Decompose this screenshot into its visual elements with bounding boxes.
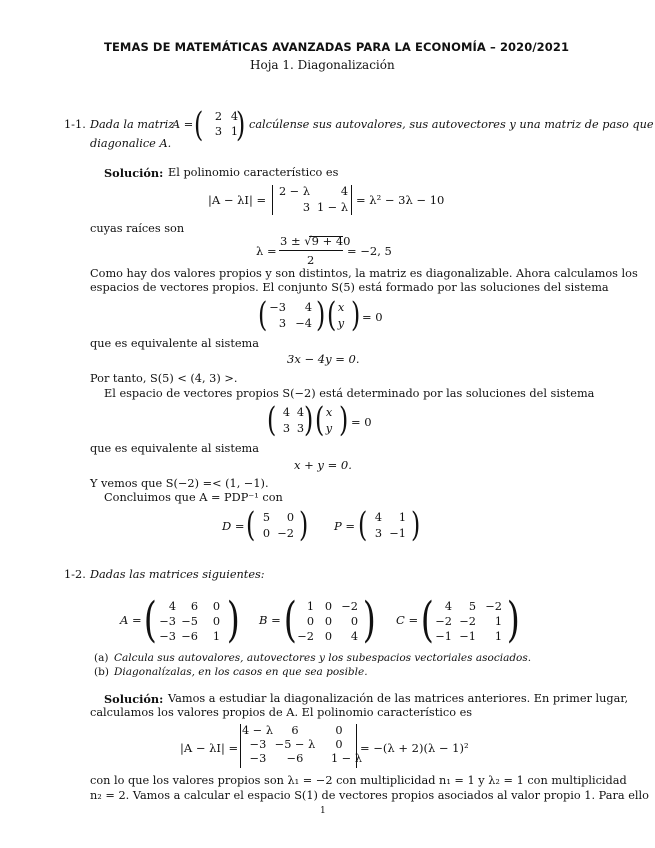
matrix-A-3x3 — [154, 600, 220, 643]
matrix-A-label: A = — [172, 118, 194, 131]
vector-xy — [322, 406, 336, 435]
sqrt-overline — [309, 236, 343, 237]
matrix-entry: 4 — [168, 600, 176, 613]
matrix-A-label: A = — [120, 613, 142, 627]
matrix-entry: 6 — [291, 724, 299, 737]
matrix-entry: 1 − λ — [331, 752, 362, 765]
matrix-entry: 4 — [304, 301, 312, 314]
lambda-rhs: = −2, 5 — [347, 244, 392, 258]
matrix-entry: −5 − λ — [274, 738, 316, 751]
paragraph-line: con lo que los valores propios son λ₁ = −2 con multiplicidad n₁ = 1 y λ₂ = 1 con multiplicidad — [90, 774, 627, 787]
item-a-text: Calcula sus autovalores, autovectores y los subespacios vectoriales asociados. — [114, 652, 532, 664]
matrix-entry: 5 — [262, 511, 270, 524]
por-tanto-text: Por tanto, S(5) < (4, 3) >. — [90, 372, 238, 385]
matrix-entry: −2 — [459, 615, 476, 628]
matrix-entry: −3 — [269, 301, 286, 314]
matrix-B-label: B = — [259, 613, 281, 627]
matrix-entry: −5 — [181, 615, 198, 628]
matrix-entry: 2 — [214, 110, 222, 123]
matrix-entry: −6 — [286, 752, 304, 765]
matrix-D-label: D = — [222, 519, 245, 533]
matrix-entry: −6 — [181, 630, 198, 643]
problem-2-statement: Dadas las matrices siguientes: — [90, 568, 265, 581]
fraction-bar — [279, 250, 343, 251]
vector-entry: y — [337, 317, 345, 330]
document-subtitle: Hoja 1. Diagonalización — [250, 58, 395, 72]
paragraph-line: Vamos a estudiar la diagonalización de las matrices anteriores. En primer lugar, — [168, 692, 629, 705]
matrix-entry: 0 — [350, 615, 358, 628]
matrix-entry: 0 — [212, 615, 220, 628]
paren-left: ( — [357, 505, 368, 545]
matrix-entry: −2 — [277, 527, 294, 540]
problem-1-statement-a: Dada la matriz — [90, 118, 175, 131]
matrix-entry: −4 — [295, 317, 312, 330]
equation-1: 3x − 4y = 0. — [287, 352, 360, 366]
matrix-entry: 4 — [374, 511, 382, 524]
matrix-entry: 3 — [374, 527, 382, 540]
charpoly-rhs: = −(λ + 2)(λ − 1)² — [360, 741, 469, 755]
document-title: TEMAS DE MATEMÁTICAS AVANZADAS PARA LA ECONOMÍA – 2020/2021 — [104, 40, 570, 54]
solution-label: Solución: — [104, 166, 164, 180]
problem-1-statement-c: diagonalice A. — [90, 137, 172, 150]
lambda-numerator: 3 ± √9 + 40 — [280, 234, 351, 248]
matrix-entry: 4 — [296, 406, 304, 419]
paren-right: ) — [410, 505, 421, 545]
equals-zero: = 0 — [362, 310, 383, 324]
matrix-entry: 2 − λ — [279, 185, 310, 198]
matrix-entry: 4 — [444, 600, 452, 613]
matrix-entry: 4 − λ — [242, 724, 273, 737]
det-bar-right — [356, 724, 357, 768]
matrix-entry: 3 — [296, 422, 304, 435]
matrix-entry: 1 — [230, 125, 238, 138]
paren-left: ( — [283, 592, 297, 648]
paren-right: ) — [350, 295, 361, 335]
charpoly-lhs: |A − λI| = — [208, 193, 267, 207]
matrix-entry: 0 — [212, 600, 220, 613]
solution-intro: El polinomio característico es — [168, 166, 339, 179]
paren-right: ) — [506, 592, 520, 648]
matrix-entry: 4 — [230, 110, 238, 123]
matrix-entry: 3 — [214, 125, 222, 138]
vector-entry: x — [325, 406, 333, 419]
page-number: 1 — [320, 806, 326, 816]
paren-right: ) — [303, 400, 314, 440]
paren-right: ) — [315, 295, 326, 335]
paren-right: ) — [235, 105, 246, 145]
matrix-entry: 0 — [262, 527, 270, 540]
matrix-entry: −2 — [435, 615, 452, 628]
lambda-lhs: λ = — [256, 244, 277, 258]
paragraph-line: Como hay dos valores propios y son distintos, la matriz es diagonalizable. Ahora calculamos los — [90, 267, 638, 280]
det-bar-right — [351, 185, 352, 215]
det-bar-left — [272, 185, 273, 215]
paren-left: ( — [326, 295, 337, 335]
matrix-entry: −3 — [249, 738, 267, 751]
matrix-entry: −1 — [389, 527, 406, 540]
matrix-entry: 0 — [324, 630, 332, 643]
matrix-entry: 4 — [340, 185, 348, 198]
charpoly-3x3-matrix — [242, 724, 362, 765]
espacio-text: El espacio de vectores propios S(−2) está determinado por las soluciones del sistema — [104, 387, 595, 400]
concluimos-text: Concluimos que A = PDP⁻¹ con — [104, 491, 283, 504]
matrix-entry: 1 — [398, 511, 406, 524]
matrix-entry: −3 — [159, 615, 176, 628]
matrix-entry: −2 — [297, 630, 314, 643]
matrix-entry: 0 — [286, 511, 294, 524]
paren-left: ( — [266, 400, 277, 440]
matrix-C-label: C = — [396, 613, 419, 627]
matrix-A-2x2 — [206, 110, 238, 138]
charpoly-rhs: = λ² − 3λ − 10 — [356, 193, 445, 207]
paren-right: ) — [298, 505, 309, 545]
matrix-P — [366, 511, 406, 540]
vector-xy — [334, 301, 348, 330]
problem-2-number: 1-2. — [64, 568, 86, 581]
lambda-denominator: 2 — [307, 253, 315, 267]
matrix-entry: −2 — [485, 600, 502, 613]
item-b-tag: (b) — [94, 666, 109, 678]
matrix-entry: 1 — [494, 615, 502, 628]
item-b-text: Diagonalízalas, en los casos en que sea posible. — [114, 666, 368, 678]
y-vemos-text: Y vemos que S(−2) =< (1, −1). — [90, 477, 269, 490]
matrix-entry: −3 — [249, 752, 267, 765]
matrix-entry: 5 — [468, 600, 476, 613]
matrix-entry: 1 — [494, 630, 502, 643]
system-1-matrix — [266, 301, 312, 330]
charpoly-matrix — [276, 185, 348, 214]
system-2-matrix — [276, 406, 304, 435]
equation-2: x + y = 0. — [294, 458, 352, 472]
matrix-entry: 0 — [324, 600, 332, 613]
problem-1-statement-b: calcúlense sus autovalores, sus autovectores y una matriz de paso que — [249, 118, 654, 131]
paragraph-line: calculamos los valores propios de A. El polinomio característico es — [90, 706, 473, 719]
problem-1-number: 1-1. — [64, 118, 86, 131]
matrix-entry: 0 — [335, 724, 343, 737]
vector-entry: x — [337, 301, 345, 314]
paren-right: ) — [226, 592, 240, 648]
equals-zero: = 0 — [351, 415, 372, 429]
matrix-entry: 0 — [324, 615, 332, 628]
paragraph-line: n₂ = 2. Vamos a calcular el espacio S(1) de vectores propios asociados al valor propio 1. Para ello — [90, 789, 649, 802]
matrix-entry: 1 − λ — [317, 201, 348, 214]
paren-right: ) — [362, 592, 376, 648]
charpoly-lhs: |A − λI| = — [180, 741, 239, 755]
roots-text: cuyas raíces son — [90, 222, 185, 235]
matrix-entry: 3 — [278, 317, 286, 330]
solution-label: Solución: — [104, 692, 164, 706]
paren-left: ( — [257, 295, 268, 335]
matrix-entry: −1 — [459, 630, 476, 643]
matrix-entry: 3 — [302, 201, 310, 214]
paren-left: ( — [143, 592, 157, 648]
matrix-entry: 6 — [190, 600, 198, 613]
matrix-entry: 1 — [212, 630, 220, 643]
paren-left: ( — [420, 592, 434, 648]
paragraph-line: espacios de vectores propios. El conjunto S(5) está formado por las soluciones del sistema — [90, 281, 609, 294]
matrix-entry: −1 — [435, 630, 452, 643]
matrix-entry: 1 — [306, 600, 314, 613]
matrix-entry: 4 — [350, 630, 358, 643]
matrix-B-3x3 — [292, 600, 358, 643]
matrix-C-3x3 — [430, 600, 502, 643]
matrix-D — [254, 511, 294, 540]
equivalent-text: que es equivalente al sistema — [90, 337, 259, 350]
paren-left: ( — [245, 505, 256, 545]
matrix-P-label: P = — [334, 519, 356, 533]
paren-left: ( — [314, 400, 325, 440]
vector-entry: y — [325, 422, 333, 435]
matrix-entry: 0 — [306, 615, 314, 628]
paren-right: ) — [338, 400, 349, 440]
item-a-tag: (a) — [94, 652, 109, 664]
matrix-entry: 3 — [282, 422, 290, 435]
matrix-entry: −3 — [159, 630, 176, 643]
matrix-entry: 0 — [335, 738, 343, 751]
matrix-entry: 4 — [282, 406, 290, 419]
matrix-entry: −2 — [341, 600, 358, 613]
equivalent-text: que es equivalente al sistema — [90, 442, 259, 455]
det-bar-left — [240, 724, 241, 768]
paren-left: ( — [193, 105, 204, 145]
